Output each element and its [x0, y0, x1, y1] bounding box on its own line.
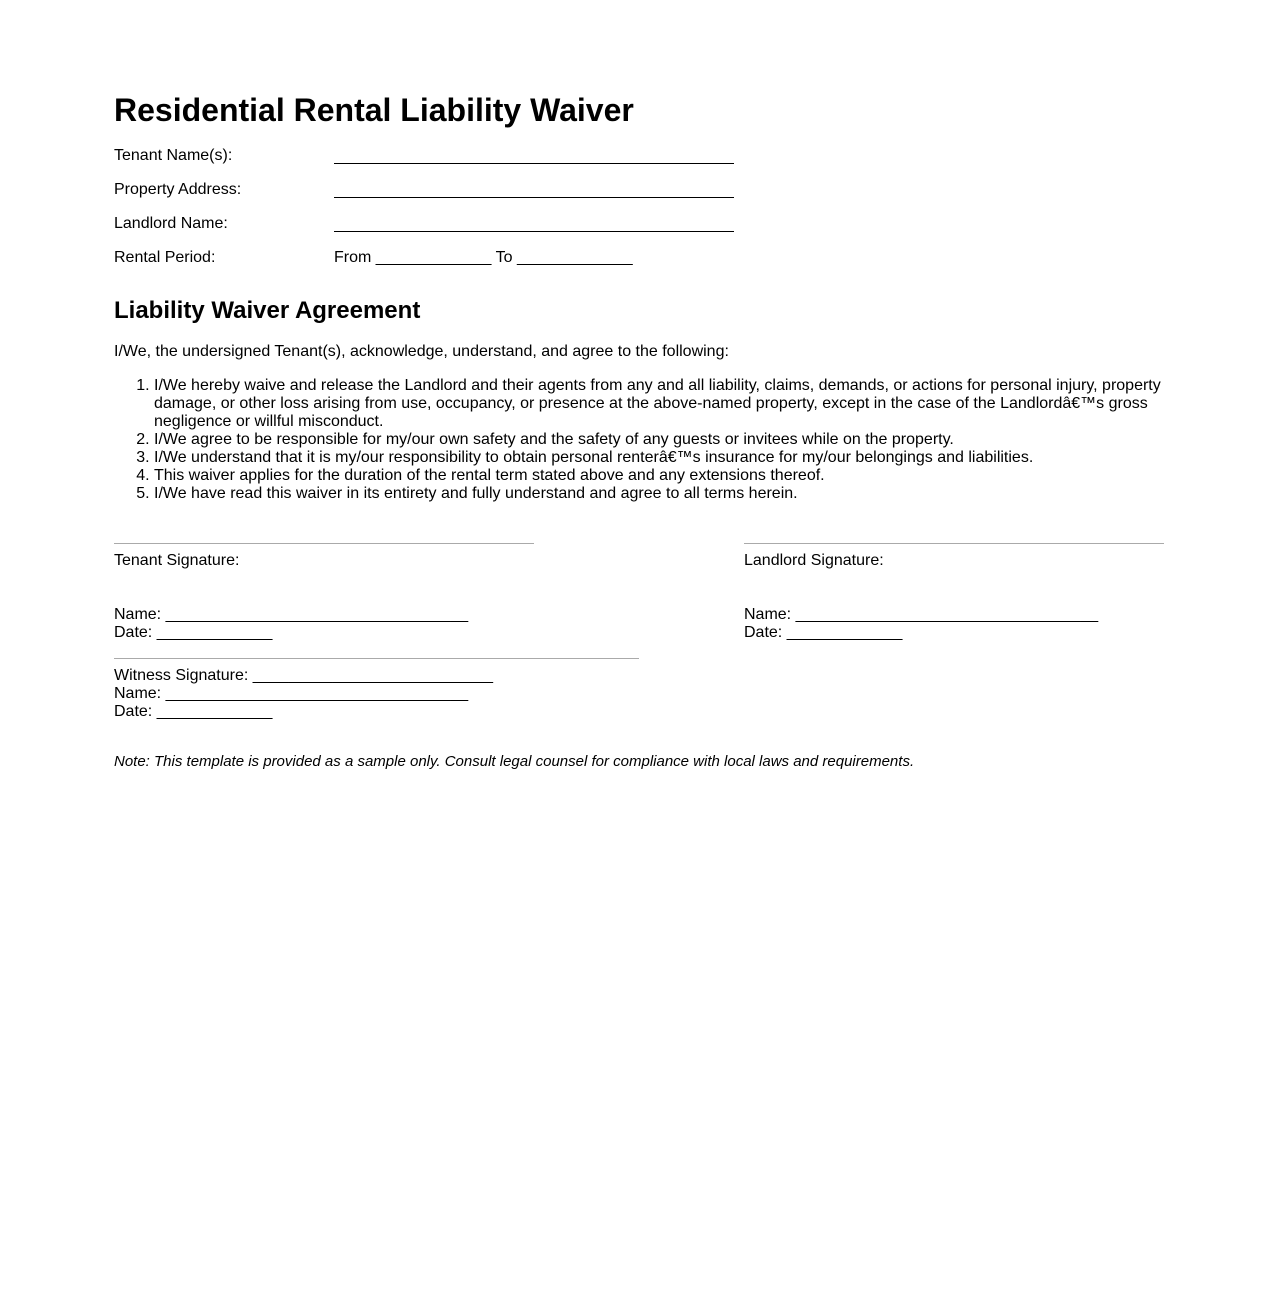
witness-signature-line[interactable]: Witness Signature: ___________________________	[114, 667, 493, 684]
field-label: Landlord Name:	[114, 215, 228, 232]
landlord-date-line[interactable]: Date: _____________	[744, 624, 903, 641]
term-item: 2. I/We agree to be responsible for my/our own safety and the safety of any guests or invitees while on the property.	[154, 431, 1164, 449]
witness-block	[114, 658, 639, 721]
tenant-name-line[interactable]: Name: __________________________________	[114, 606, 469, 623]
landlord-name-line[interactable]: Name: __________________________________	[744, 606, 1099, 623]
tenant-date-line[interactable]: Date: _____________	[114, 624, 273, 641]
page-title: Residential Rental Liability Waiver	[114, 92, 634, 128]
term-item: 1. I/We hereby waive and release the Landlord and their agents from any and all liability, claims, demands, or actions for personal injury, property damage, or other loss arising from use, occupancy, or presence at the above-named property, except in the case of the Landlordâ€™s gross negligence or willful misconduct.	[154, 377, 1164, 431]
tenant-names-blank[interactable]	[334, 149, 734, 164]
field-label: Property Address:	[114, 181, 242, 198]
term-item: 5. I/We have read this waiver in its entirety and fully understand and agree to all terms herein.	[154, 485, 1164, 503]
tenant-signature-block	[114, 543, 534, 642]
landlord-signature-label[interactable]: Landlord Signature:	[744, 552, 884, 569]
field-landlord-name	[114, 215, 1164, 249]
tenant-signature-label[interactable]: Tenant Signature:	[114, 552, 240, 569]
landlord-name-blank[interactable]	[334, 217, 734, 232]
property-address-blank[interactable]	[334, 183, 734, 198]
term-item: 3. I/We understand that it is my/our responsibility to obtain personal renterâ€™s insurance for my/our belongings and liabilities.	[154, 449, 1164, 467]
term-item: 4. This waiver applies for the duration of the rental term stated above and any extensions thereof.	[154, 467, 1164, 485]
signature-section	[114, 543, 1164, 642]
intro-text: I/We, the undersigned Tenant(s), acknowledge, understand, and agree to the following:	[114, 343, 729, 360]
rental-period-blanks[interactable]: From _____________ To _____________	[334, 249, 633, 266]
landlord-signature-block	[744, 543, 1164, 642]
field-property-address	[114, 181, 1164, 215]
terms-list	[114, 377, 1164, 503]
field-label: Rental Period:	[114, 249, 216, 266]
field-rental-period	[114, 249, 1164, 283]
info-fields	[114, 147, 1164, 283]
witness-date-line[interactable]: Date: _____________	[114, 703, 273, 720]
section-heading: Liability Waiver Agreement	[114, 297, 421, 324]
witness-name-line[interactable]: Name: __________________________________	[114, 685, 469, 702]
disclaimer-note: Note: This template is provided as a sample only. Consult legal counsel for compliance with local laws and requirements.	[114, 753, 915, 770]
field-label: Tenant Name(s):	[114, 147, 233, 164]
waiver-document	[114, 88, 1164, 786]
field-tenant-names	[114, 147, 1164, 181]
